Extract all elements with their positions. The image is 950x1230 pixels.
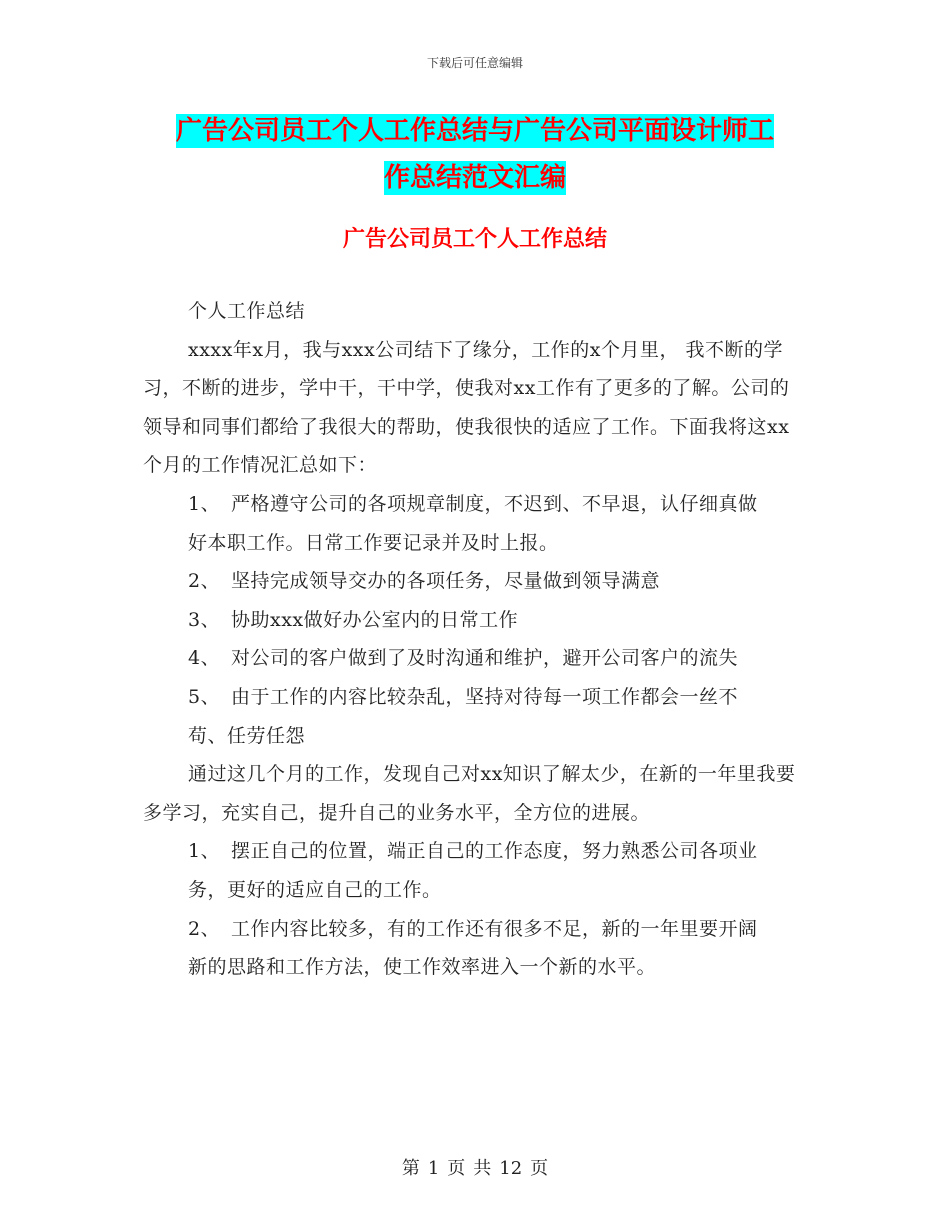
list-item-continuation: 苟、任劳任怨 [188,724,306,747]
list-item [143,601,808,640]
list-item [143,639,808,678]
list-item [143,832,808,871]
list-item-text: 严格遵守公司的各项规章制度，不迟到、不早退，认仔细真做 [231,492,758,515]
page-footer [0,1154,950,1180]
list-item-text: 对公司的客户做到了及时沟通和维护，避开公司客户的流失 [231,647,739,670]
list-item-number: 1、 [188,840,221,863]
footer-suffix: 页 [530,1158,549,1179]
list-item-continuation: 新的思路和工作方法，使工作效率进入一个新的水平。 [188,956,657,979]
footer-total-label: 共 [473,1158,492,1179]
page-number: 1 [427,1158,440,1179]
page-total: 12 [499,1158,523,1179]
list-item [143,562,808,601]
list-item-continuation: 好本职工作。日常工作要记录并及时上报。 [188,531,559,554]
paragraph-plan: 通过这几个月的工作，发现自己对xx知识了解太少，在新的一年里我要多学习，充实自己，提升自己的业务水平，全方位的进展。 [143,763,796,824]
list-item-continuation: 务，更好的适应自己的工作。 [188,878,442,901]
document-title-line2: 作总结范文汇编 [383,163,566,193]
list-item-number: 1、 [188,492,221,515]
list-item [143,678,808,717]
list-item-number: 2、 [188,570,221,593]
list-item-text: 由于工作的内容比较杂乱，坚持对待每一项工作都会一丝不 [231,685,739,708]
paragraph-intro: xxxx年x月，我与xxx公司结下了缘分，工作的x个月里， 我不断的学习，不断的进步，学中干，干中学，使我对xx工作有了更多的了解。公司的领导和同事们都给了我很大的帮助，使我很快的适应了工作。下面我将这xx个月的工作情况汇总如下： [143,338,790,477]
footer-mid: 页 [447,1158,466,1179]
list-item-text: 协助xxx做好办公室内的日常工作 [231,608,519,631]
list-item-number: 4、 [188,647,221,670]
list-item-text: 坚持完成领导交办的各项任务，尽量做到领导满意 [231,570,661,593]
list-item-text: 工作内容比较多，有的工作还有很多不足，新的一年里要开阔 [231,917,758,940]
list-item-number: 5、 [188,685,221,708]
header-note: 下载后可任意编辑 [426,56,523,70]
list-item-text: 摆正自己的位置，端正自己的工作态度，努力熟悉公司各项业 [231,840,758,863]
list-item-number: 3、 [188,608,221,631]
list-item-number: 2、 [188,917,221,940]
paragraph-heading: 个人工作总结 [188,300,306,322]
list-item [143,910,808,949]
footer-prefix: 第 [401,1158,420,1179]
list-item [143,485,808,524]
document-title [140,108,810,202]
document-body [143,292,808,987]
section-title: 广告公司员工个人工作总结 [342,227,607,252]
document-title-line1: 广告公司员工个人工作总结与广告公司平面设计师工 [175,116,774,146]
